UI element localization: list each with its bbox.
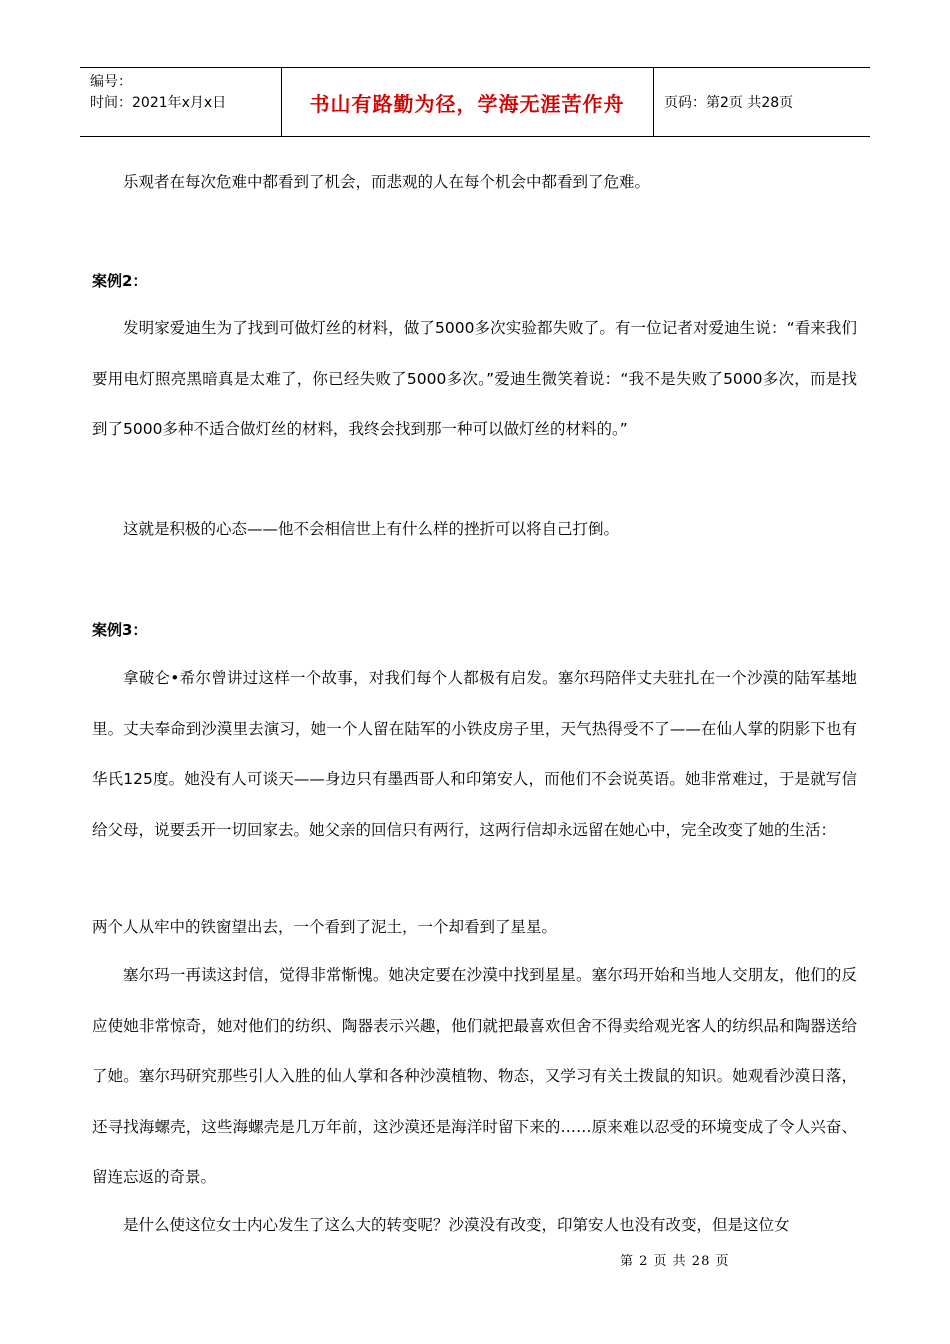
case-2-title: 案例2： [92,272,148,290]
paragraph-edison: 发明家爱迪生为了找到可做灯丝的材料，做了5000多次实验都失败了。有一位记者对爱迪生说：“看来我们要用电灯照亮黑暗真是太难了，你已经失败了5000多次。”爱迪生微笑着说：“我不是失败了5000多次，而是找到了5000多种不适合做灯丝的材料，我终会找到那一种可以做灯丝的材料的。” [92,319,857,438]
paragraph-selma-story: 拿破仑•希尔曾讲过这样一个故事，对我们每个人都极有启发。塞尔玛陪伴丈夫驻扎在一个沙漠的陆军基地里。丈夫奉命到沙漠里去演习，她一个人留在陆军的小铁皮房子里，天气热得受不了——在仙人掌的阴影下也有华氏125度。她没有人可谈天——身边只有墨西哥人和印第安人，而他们不会说英语。她非常难过，于是就写信给父母，说要丢开一切回家去。她父亲的回信只有两行，这两行信却永远留在她心中，完全改变了她的生活： [92,669,857,839]
page-header [80,67,870,137]
paragraph-stars-quote: 两个人从牢中的铁窗望出去，一个看到了泥土，一个却看到了星星。 [92,918,558,936]
header-page-label: 页码：第2页 共28页 [664,95,794,111]
paragraph-question: 是什么使这位女士内心发生了这么大的转变呢？沙漠没有改变，印第安人也没有改变，但是这位女 [123,1216,790,1234]
header-motto: 书山有路勤为径，学海无涯苦作舟 [309,91,625,116]
header-code-label: 编号： [90,74,132,90]
paragraph-positive-attitude: 这就是积极的心态——他不会相信世上有什么样的挫折可以将自己打倒。 [123,520,620,538]
paragraph-selma-change: 塞尔玛一再读这封信，觉得非常惭愧。她决定要在沙漠中找到星星。塞尔玛开始和当地人交朋友，他们的反应使她非常惊奇，她对他们的纺织、陶器表示兴趣，他们就把最喜欢但舍不得卖给观光客人的纺织品和陶器送给了她。塞尔玛研究那些引人入胜的仙人掌和各种沙漠植物、物态，又学习有关土拨鼠的知识。她观看沙漠日落，还寻找海螺壳，这些海螺壳是几万年前，这沙漠还是海洋时留下来的……原来难以忍受的环境变成了令人兴奋、留连忘返的奇景。 [92,966,857,1186]
paragraph-optimist: 乐观者在每次危难中都看到了机会，而悲观的人在每个机会中都看到了危难。 [123,173,651,191]
header-meta [90,72,226,114]
page-footer: 第 2 页 共 28 页 [620,1254,730,1269]
header-divider [653,68,654,136]
case-3-title: 案例3： [92,621,148,639]
header-time-label: 时间：2021年x月x日 [90,95,227,111]
